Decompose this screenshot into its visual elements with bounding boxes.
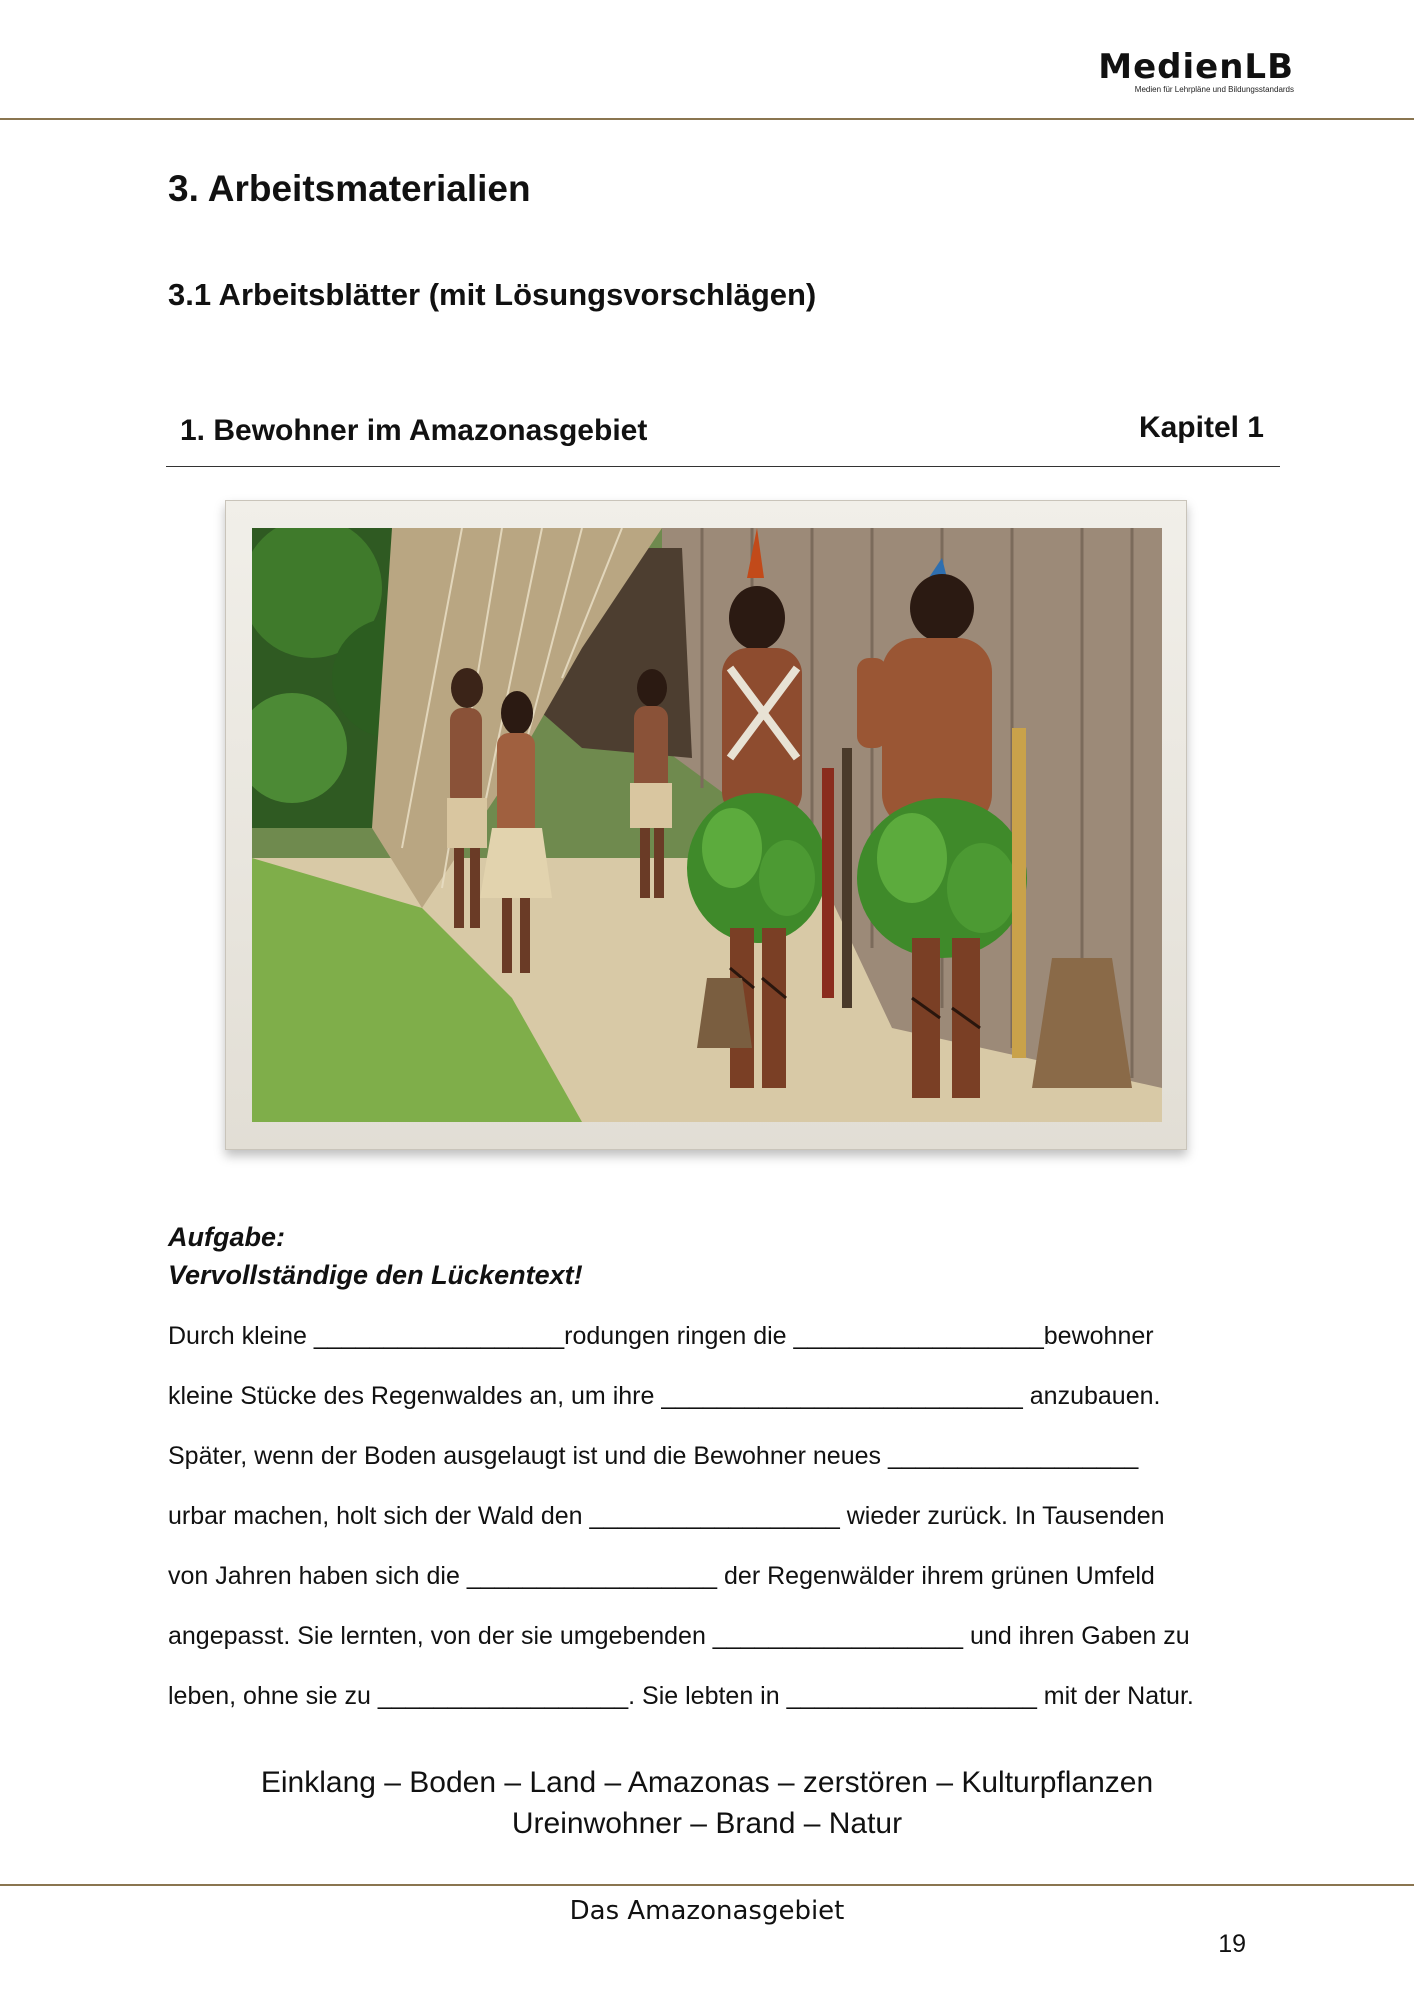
logo-text: MedienLB bbox=[1098, 47, 1294, 87]
cloze-line: kleine Stücke des Regenwaldes an, um ihre __________________________ anzubauen. bbox=[168, 1382, 1161, 1410]
logo-tagline: Medien für Lehrpläne und Bildungsstandards bbox=[1134, 85, 1294, 94]
task-label: Aufgabe: bbox=[168, 1222, 285, 1252]
header-logo bbox=[1098, 47, 1294, 94]
worksheet-title: 1. Bewohner im Amazonasgebiet bbox=[180, 414, 648, 447]
word-bank-line-2: Ureinwohner – Brand – Natur bbox=[511, 1807, 903, 1840]
section-title: 3. Arbeitsmaterialien bbox=[168, 168, 531, 209]
page-number: 19 bbox=[1218, 1930, 1246, 1958]
footer-rule bbox=[0, 1884, 1414, 1886]
chapter-label: Kapitel 1 bbox=[1138, 411, 1264, 444]
cloze-line: leben, ohne sie zu __________________. Sie lebten in __________________ mit der Natur. bbox=[168, 1682, 1194, 1710]
subsection-title: 3.1 Arbeitsblätter (mit Lösungsvorschlägen) bbox=[168, 277, 817, 312]
footer-title: Das Amazonasgebiet bbox=[569, 1896, 845, 1926]
worksheet-rule bbox=[166, 466, 1280, 467]
cloze-line: Später, wenn der Boden ausgelaugt ist und die Bewohner neues __________________ bbox=[168, 1442, 1139, 1470]
cloze-line: Durch kleine __________________rodungen ringen die __________________bewohner bbox=[168, 1322, 1154, 1350]
cloze-line: angepasst. Sie lernten, von der sie umgebenden __________________ und ihren Gaben zu bbox=[168, 1622, 1190, 1650]
amazon-inhabitants-photo bbox=[252, 528, 1162, 1122]
task-instruction: Vervollständige den Lückentext! bbox=[168, 1260, 583, 1290]
cloze-line: von Jahren haben sich die __________________ der Regenwälder ihrem grünen Umfeld bbox=[168, 1562, 1155, 1590]
photo-frame bbox=[225, 500, 1187, 1150]
cloze-line: urbar machen, holt sich der Wald den __________________ wieder zurück. In Tausenden bbox=[168, 1502, 1165, 1530]
word-bank-line-1: Einklang – Boden – Land – Amazonas – zerstören – Kulturpflanzen bbox=[260, 1766, 1154, 1799]
header-rule bbox=[0, 118, 1414, 120]
